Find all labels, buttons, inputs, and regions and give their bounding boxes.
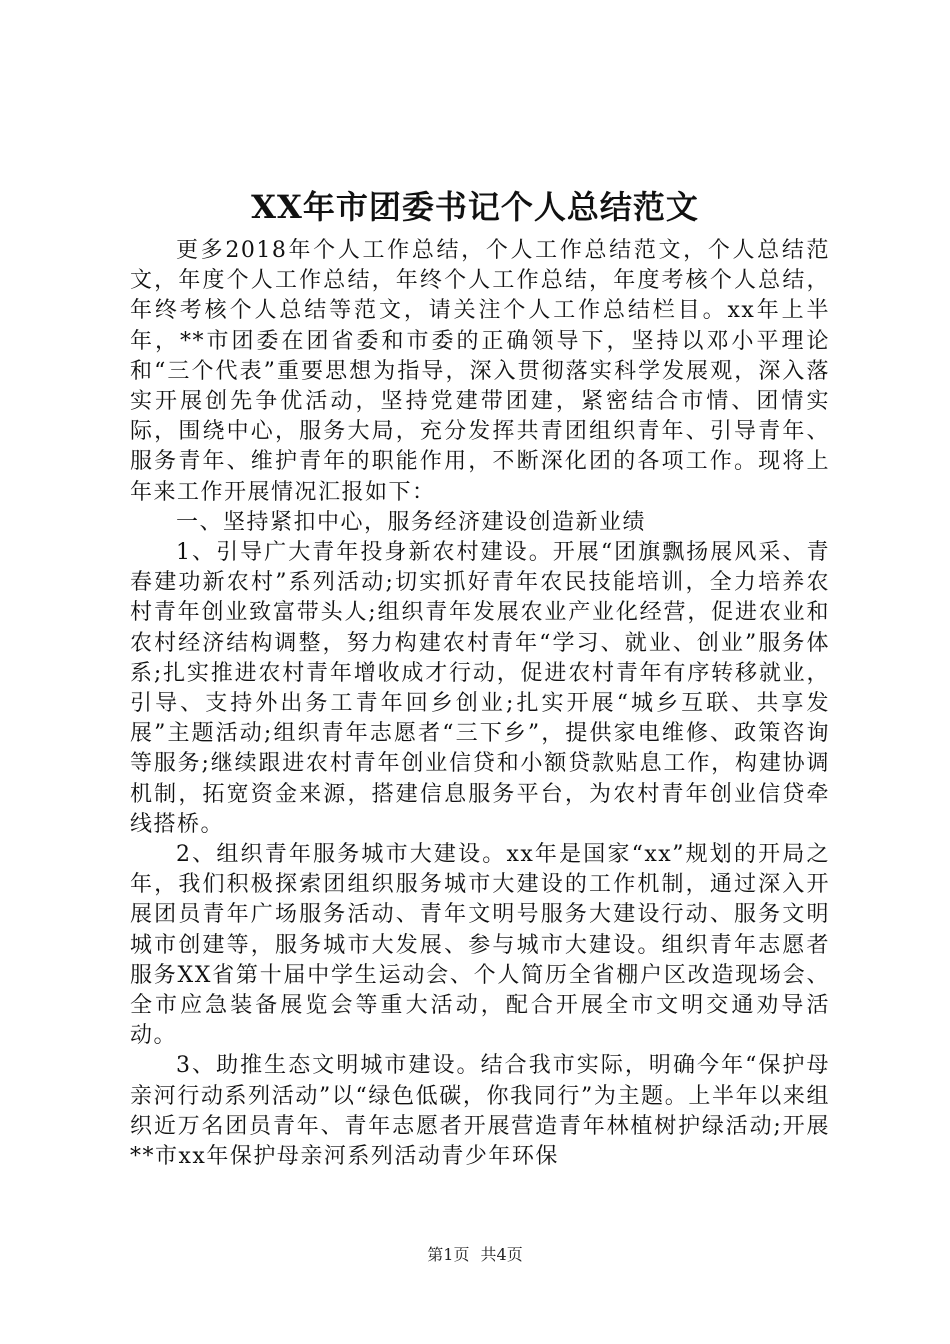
paragraph-city-construction: 2、组织青年服务城市大建设。xx年是国家“xx”规划的开局之年，我们积极探索团组织服务城市大建设的工作机制，通过深入开展团员青年广场服务活动、青年文明号服务大建设行动、服务文明城市创建等，服务城市大发展、参与城市大建设。组织青年志愿者服务XX省第十届中学生运动会、个人简历全省棚户区改造现场会、全市应急装备展览会等重大活动，配合开展全市文明交通劝导活动。 — [130, 842, 830, 1049]
paragraph-rural-construction: 1、引导广大青年投身新农村建设。开展“团旗飘扬展风采、青春建功新农村”系列活动;切实抓好青年农民技能培训，全力培养农村青年创业致富带头人;组织青年发展农业产业化经营，促进农业和农村经济结构调整，努力构建农村青年“学习、就业、创业”服务体系;扎实推进农村青年增收成才行动，促进农村青年有序转移就业，引导、支持外出务工青年回乡创业;扎实开展“城乡互联、共享发展”主题活动;组织青年志愿者“三下乡”，提供家电维修、政策咨询等服务;继续跟进农村青年创业信贷和小额贷款贴息工作，构建协调机制，拓宽资金来源，搭建信息服务平台，为农村青年创业信贷牵线搭桥。 — [130, 540, 830, 837]
document-title: XX年市团委书记个人总结范文 — [251, 188, 699, 226]
document-body — [130, 236, 830, 1172]
intro-paragraph: 更多2018年个人工作总结，个人工作总结范文，个人总结范文，年度个人工作总结，年终个人工作总结，年度考核个人总结，年终考核个人总结等范文，请关注个人工作总结栏目。xx年上半年，**市团委在团省委和市委的正确领导下，坚持以邓小平理论和“三个代表”重要思想为指导，深入贯彻落实科学发展观，深入落实开展创先争优活动，坚持党建带团建，紧密结合市情、团情实际，围绕中心，服务大局，充分发挥共青团组织青年、引导青年、服务青年、维护青年的职能作用，不断深化团的各项工作。现将上年来工作开展情况汇报如下： — [130, 238, 830, 505]
paragraph-ecological-city: 3、助推生态文明城市建设。结合我市实际，明确今年“保护母亲河行动系列活动”以“绿色低碳，你我同行”为主题。上半年以来组织近万名团员青年、青年志愿者开展营造青年林植树护绿活动;开展**市xx年保护母亲河系列活动青少年环保 — [130, 1053, 830, 1170]
section-heading: 一、坚持紧扣中心，服务经济建设创造新业绩 — [176, 509, 647, 535]
page-number-footer: 第1页 共4页 — [427, 1245, 523, 1264]
